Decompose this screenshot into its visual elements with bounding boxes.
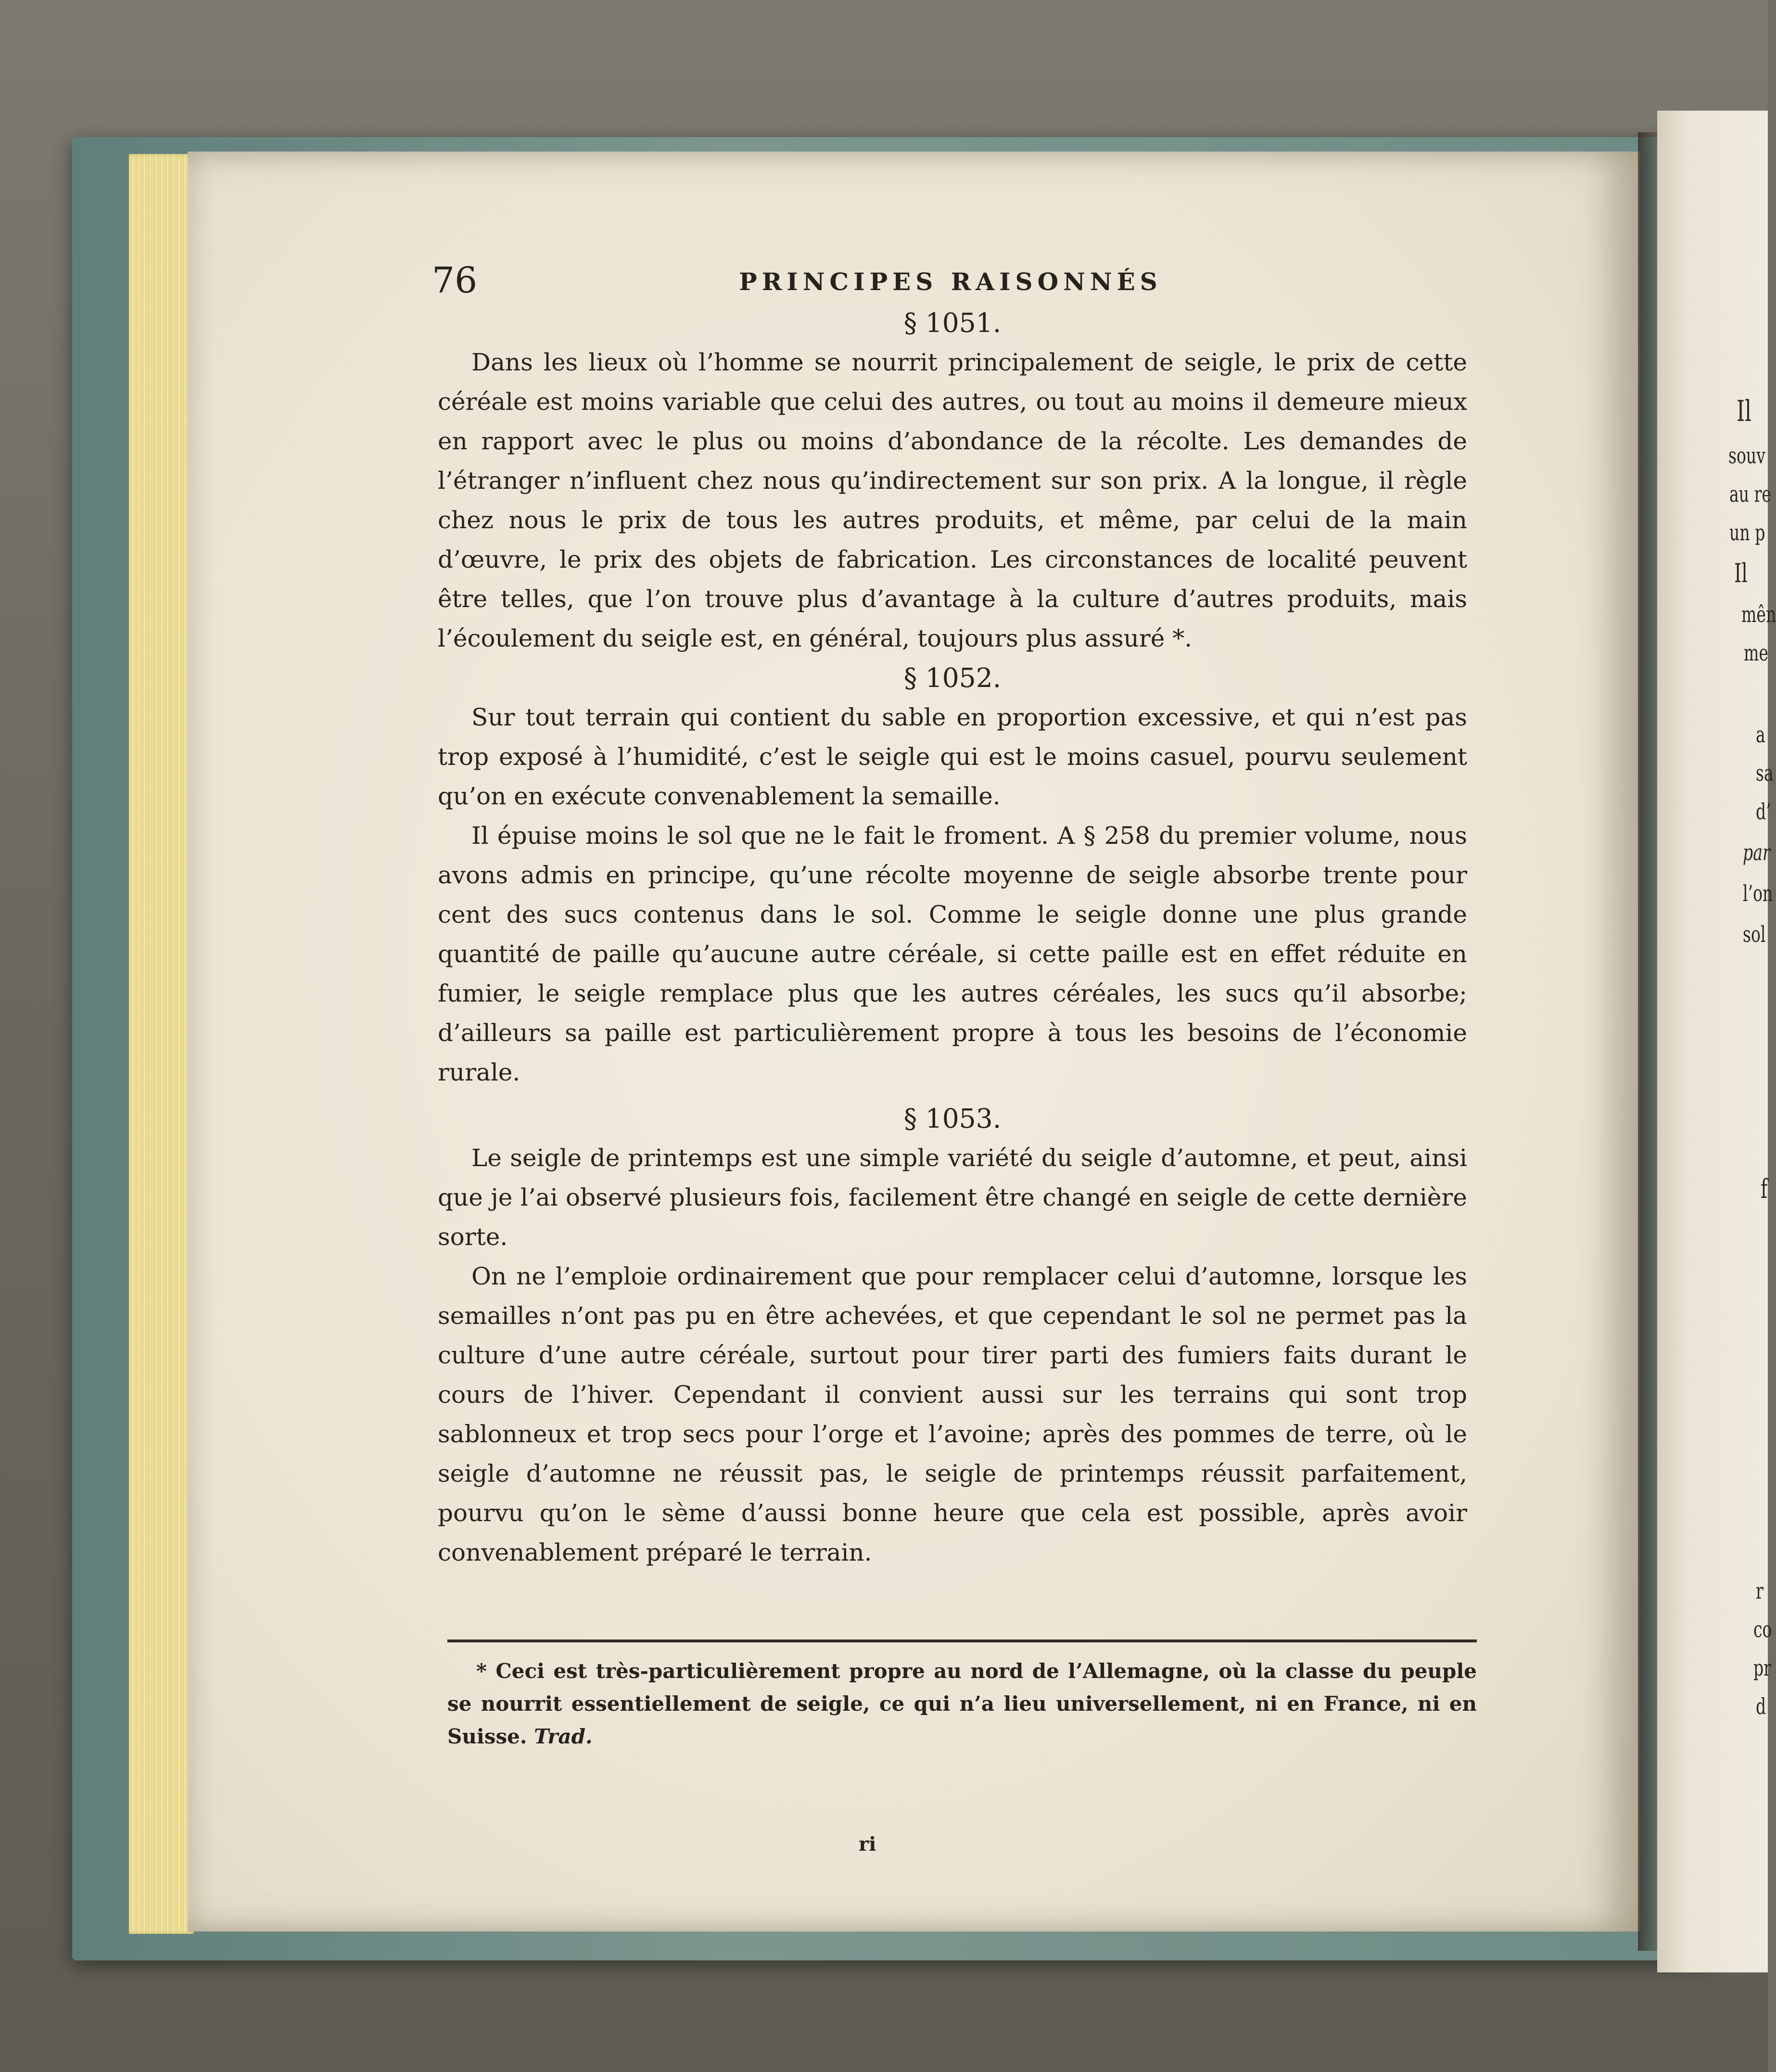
- facing-page-fragment: un p: [1729, 520, 1765, 546]
- facing-page-fragment: sa: [1756, 760, 1774, 786]
- signature-mark: ri: [859, 1833, 876, 1856]
- facing-page-fragment: l’on: [1743, 880, 1773, 906]
- facing-page-fragment: co: [1753, 1616, 1772, 1642]
- footnote-trad: Trad.: [534, 1725, 593, 1748]
- paragraph: Dans les lieux où l’homme se nourrit principalement de seigle, le prix de cette céréale est moins variable que celui des autres, ou tout au moins il demeure mieux en rapport avec le plus ou moins d’abondance de la récolte. Les demandes de l’étranger n’influent chez nous qu’indirectement sur son prix. A la longue, il règle chez nous le prix de tous les autres produits, et même, par celui de la main d’œuvre, le prix des objets de fabrication. Les circonstances de localité peuvent être telles, que l’on trouve plus d’avantage à la culture d’autres produits, mais l’écoulement du seigle est, en général, toujours plus assuré *.: [438, 348, 1467, 652]
- facing-page-fragment: souv: [1728, 443, 1765, 469]
- section-mark: § 1052.: [903, 662, 1002, 693]
- paragraph: On ne l’emploie ordinairement que pour remplacer celui d’automne, lorsque les semailles n’ont pas pu en être achevées, et que cependant le sol ne permet pas la culture d’une autre céréale, surtout pour tirer parti des fumiers faits durant le cours de l’hiver. Cependant il convient aussi sur les terrains qui sont trop sablonneux et trop secs pour l’orge et l’avoine; après des pommes de terre, où le seigle d’automne ne réussit pas, le seigle de printemps réussit parfaitement, pourvu qu’on le sème d’aussi bonne heure que cela est possible, après avoir convenablement préparé le terrain.: [438, 1262, 1467, 1566]
- facing-page-fragment: r: [1756, 1578, 1763, 1604]
- paragraph: Le seigle de printemps est une simple variété du seigle d’automne, et peut, ainsi que je l’ai observé plusieurs fois, facilement être changé en seigle de cette dernière sorte.: [438, 1144, 1467, 1251]
- facing-page: [1657, 111, 1776, 1972]
- paragraph: Sur tout terrain qui contient du sable en proportion excessive, et qui n’est pas trop exposé à l’humidité, c’est le seigle qui est le moins casuel, pourvu seulement qu’on en exécute convenablement la semaille.: [438, 703, 1467, 810]
- facing-page-fragment: Il: [1734, 558, 1748, 588]
- footnote: [447, 1655, 1477, 1753]
- facing-page-fragment: me: [1744, 640, 1769, 666]
- section-mark: § 1051.: [903, 307, 1002, 338]
- facing-page-fragment: d: [1756, 1693, 1766, 1719]
- facing-page-fragment: a: [1756, 722, 1765, 748]
- facing-page-fragment: Il: [1737, 394, 1751, 428]
- footnote-rule: [447, 1640, 1477, 1642]
- paragraph: Il épuise moins le sol que ne le fait le froment. A § 258 du premier volume, nous avons admis en principe, qu’une récolte moyenne de seigle absorbe trente pour cent des sucs contenus dans le sol. Comme le seigle donne une plus grande quantité de paille qu’aucune autre céréale, si cette paille est en effet réduite en fumier, le seigle remplace plus que les autres céréales, les sucs qu’il absorbe; d’ailleurs sa paille est particulièrement propre à tous les besoins de l’économie rurale.: [438, 822, 1467, 1086]
- facing-page-fragment: au re: [1729, 481, 1772, 507]
- facing-page-fragment: pr: [1753, 1655, 1772, 1681]
- page-header: [432, 260, 1469, 301]
- facing-page-fragment: d’: [1756, 799, 1771, 825]
- facing-page-fragment: f: [1761, 1174, 1768, 1204]
- facing-page-fragment: mên: [1741, 601, 1776, 627]
- section-mark: § 1053.: [903, 1103, 1002, 1134]
- footnote-text: * Ceci est très-particulièrement propre au nord de l’Allemagne, où la classe du peuple se nourrit essentiellement de seigle, ce qui n’a lieu universellement, ni en France, ni en Suisse.: [447, 1659, 1477, 1748]
- facing-page-fragment: par: [1743, 839, 1770, 865]
- body-text: [438, 303, 1467, 1572]
- page-number: 76: [432, 260, 478, 301]
- facing-page-fragment: sol: [1743, 921, 1766, 947]
- page-edges: [129, 154, 194, 1934]
- running-title: PRINCIPES RAISONNÉS: [739, 267, 1162, 296]
